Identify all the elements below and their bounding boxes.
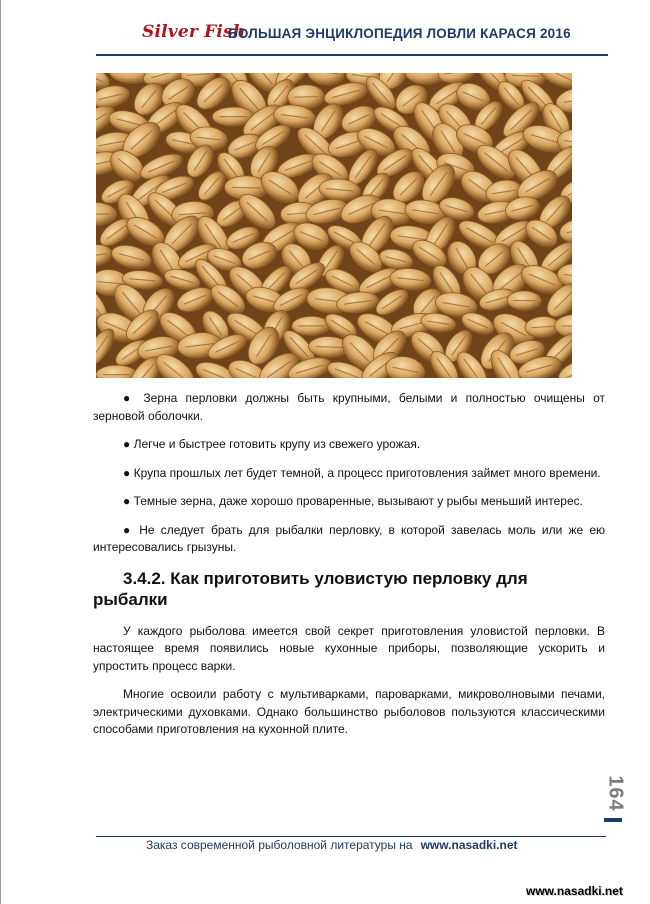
page-edge <box>0 0 1 904</box>
footer-link[interactable]: www.nasadki.net <box>420 838 518 852</box>
footer-text: Заказ современной рыболовной литературы на <box>146 838 413 852</box>
bullet-item: ● Зерна перловки должны быть крупными, белыми и полностью очищены от зерновой оболочки. <box>93 391 605 423</box>
body-paragraph: У каждого рыболова имеется свой секрет приготовления уловистой перловки. В настоящее время появились новые кухонные приборы, позволяющие ускорить и упростить процесс варки. <box>93 623 605 673</box>
footer <box>146 838 518 852</box>
watermark: www.nasadki.net <box>526 884 623 898</box>
barley-grain <box>507 291 542 311</box>
page-header <box>96 14 608 58</box>
brand-logo: Silver Fish <box>142 22 246 42</box>
bullet-item: ● Легче и быстрее готовить крупу из свежего урожая. <box>123 437 421 451</box>
page-content <box>93 390 605 750</box>
section-heading: 3.4.2. Как приготовить уловистую перловку для рыбалки <box>93 568 528 609</box>
barley-grains-photo <box>96 73 572 378</box>
barley-grains-illustration <box>96 73 572 378</box>
header-title: БОЛЬШАЯ ЭНЦИКЛОПЕДИЯ ЛОВЛИ КАРАСЯ 2016 <box>228 26 571 41</box>
bullet-item: ● Не следует брать для рыбалки перловку, в которой завелась моль или же ею интересовались грызуны. <box>93 522 605 554</box>
body-paragraph: Многие освоили работу с мультиварками, пароварками, микроволновыми печами, электрическими духовками. Однако большинство рыболовов пользуются классическими способами приготовления на кухонной плите. <box>93 687 605 736</box>
footer-rule <box>96 836 606 837</box>
page-number <box>604 768 626 820</box>
bullet-item: ● Темные зерна, даже хорошо проваренные, вызывают у рыбы меньший интерес. <box>123 494 583 508</box>
bullet-item: ● Крупа прошлых лет будет темной, а процесс приготовления займет много времени. <box>123 465 601 480</box>
barley-grain <box>292 316 331 335</box>
header-rule <box>96 54 608 56</box>
page-number-text: 164 <box>604 775 627 812</box>
page-number-bar <box>604 818 622 822</box>
